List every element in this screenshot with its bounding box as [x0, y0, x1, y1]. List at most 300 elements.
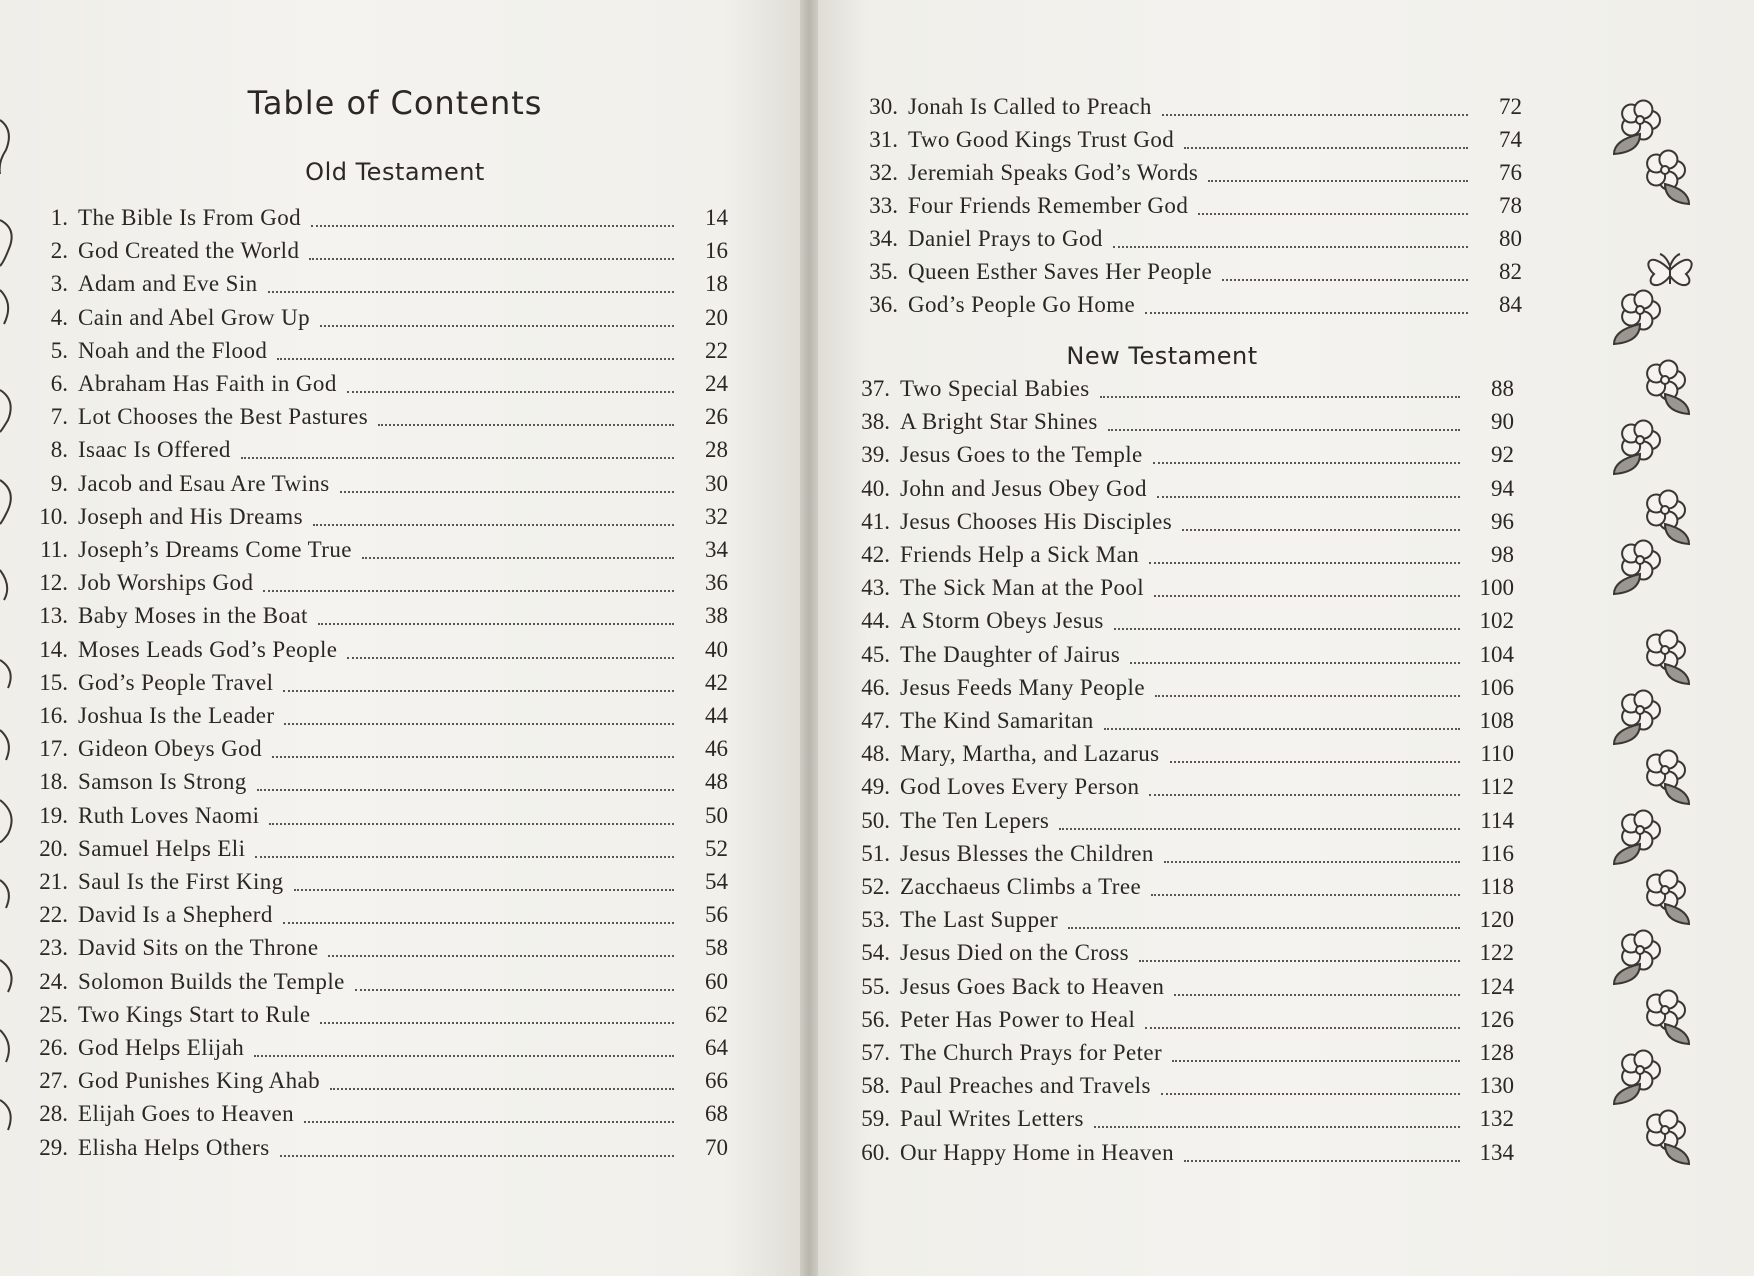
entry-title: Jesus Feeds Many People: [900, 674, 1145, 700]
toc-entry: [18, 1068, 728, 1098]
entry-number: 54.: [861, 940, 890, 966]
dot-leader: [1174, 994, 1460, 996]
entry-number: 32.: [869, 160, 898, 185]
entry-page-number: 116: [1480, 840, 1514, 866]
entry-page-number: 76: [1499, 160, 1522, 185]
entry-title: Daniel Prays to God: [908, 226, 1103, 251]
entry-number: 11.: [40, 537, 68, 562]
toc-entry: [18, 603, 728, 633]
entry-page-number: 128: [1479, 1040, 1514, 1065]
dot-leader: [1198, 213, 1468, 215]
toc-entry: [18, 238, 728, 268]
entry-title: Jesus Died on the Cross: [900, 940, 1129, 966]
entry-title: The Sick Man at the Pool: [900, 575, 1145, 601]
section-heading-new-testament: New Testament: [1066, 342, 1258, 370]
dot-leader: [1184, 147, 1468, 149]
dot-leader: [318, 623, 674, 625]
toc-entry: [848, 292, 1522, 322]
entry-title: A Bright Star Shines: [900, 409, 1098, 435]
entry-page-number: 120: [1479, 907, 1514, 933]
dot-leader: [304, 1121, 674, 1123]
entry-page-number: 48: [705, 769, 728, 795]
entry-title: God Created the World: [78, 238, 300, 264]
dot-leader: [1149, 794, 1460, 796]
entry-page-number: 122: [1479, 940, 1514, 966]
entry-page-number: 114: [1480, 807, 1514, 833]
entry-number: 18.: [39, 769, 68, 795]
entry-title: The Kind Samaritan: [900, 708, 1094, 733]
toc-entry: [840, 741, 1514, 771]
entry-page-number: 104: [1479, 641, 1514, 667]
toc-entry: [840, 1106, 1514, 1136]
entry-number: 60.: [861, 1139, 890, 1165]
entry-page-number: 110: [1480, 741, 1514, 767]
dot-leader: [378, 424, 674, 426]
entry-number: 41.: [861, 508, 890, 534]
entry-number: 5.: [50, 337, 68, 363]
toc-entry: [18, 1135, 728, 1165]
toc-entry: [840, 1140, 1514, 1170]
entry-number: 56.: [861, 1006, 890, 1032]
dot-leader: [309, 258, 674, 260]
toc-entry: [18, 271, 728, 301]
entry-title: The Last Supper: [900, 907, 1059, 933]
dot-leader: [1139, 960, 1460, 962]
toc-entry: [18, 969, 728, 999]
toc-entry: [18, 637, 728, 667]
dot-leader: [1130, 662, 1460, 664]
entry-title: Two Good Kings Trust God: [908, 127, 1175, 152]
entry-page-number: 68: [705, 1101, 728, 1127]
entry-title: Our Happy Home in Heaven: [900, 1139, 1175, 1165]
entry-page-number: 94: [1491, 475, 1514, 501]
dot-leader: [294, 889, 674, 891]
toc-entry: [848, 127, 1522, 157]
toc-entry: [18, 338, 728, 368]
entry-title: Samuel Helps Eli: [78, 835, 246, 861]
entry-page-number: 134: [1479, 1139, 1514, 1165]
toc-entry: [18, 703, 728, 733]
entry-page-number: 96: [1491, 508, 1514, 534]
entry-page-number: 26: [705, 404, 728, 430]
entry-number: 39.: [861, 442, 890, 468]
toc-entry: [840, 542, 1514, 572]
entry-number: 25.: [39, 1001, 68, 1027]
entry-title: God’s People Go Home: [908, 292, 1136, 317]
entry-page-number: 20: [705, 304, 728, 330]
dot-leader: [1113, 246, 1468, 248]
dot-leader: [362, 557, 674, 559]
dot-leader: [1114, 628, 1460, 630]
toc-entry: [18, 437, 728, 467]
entry-number: 47.: [861, 708, 890, 733]
entry-page-number: 44: [705, 703, 728, 728]
toc-entry: [18, 736, 728, 766]
entry-number: 49.: [861, 774, 890, 800]
entry-page-number: 80: [1499, 226, 1522, 251]
entry-title: God Punishes King Ahab: [78, 1068, 321, 1094]
toc-entry: [18, 670, 728, 700]
entry-number: 53.: [861, 907, 890, 933]
entry-number: 45.: [861, 641, 890, 667]
entry-title: Saul Is the First King: [78, 869, 284, 894]
entry-number: 26.: [39, 1035, 68, 1060]
entry-title: Jacob and Esau Are Twins: [78, 470, 330, 496]
entry-title: Solomon Builds the Temple: [78, 968, 345, 994]
entry-title: The Bible Is From God: [78, 205, 302, 230]
dot-leader: [1145, 1027, 1460, 1029]
toc-entry: [840, 675, 1514, 705]
entry-page-number: 92: [1491, 442, 1514, 468]
toc-entry: [848, 193, 1522, 223]
dot-leader: [320, 1022, 674, 1024]
toc-entry: [840, 608, 1514, 638]
toc-entry: [840, 808, 1514, 838]
toc-entry: [840, 575, 1514, 605]
entry-number: 30.: [869, 94, 898, 119]
entry-number: 50.: [861, 807, 890, 833]
entry-title: Zacchaeus Climbs a Tree: [900, 874, 1142, 899]
entry-number: 55.: [861, 973, 890, 999]
entry-number: 19.: [39, 802, 68, 828]
entry-title: Paul Preaches and Travels: [900, 1073, 1151, 1099]
entry-number: 59.: [861, 1106, 890, 1132]
entry-title: Paul Writes Letters: [900, 1106, 1084, 1132]
entry-number: 15.: [39, 669, 68, 695]
dot-leader: [1154, 595, 1460, 597]
dot-leader: [1162, 114, 1468, 116]
entry-number: 22.: [39, 902, 68, 928]
toc-entry: [18, 836, 728, 866]
entry-page-number: 46: [705, 736, 728, 762]
entry-title: Friends Help a Sick Man: [900, 542, 1140, 567]
toc-entry: [840, 409, 1514, 439]
toc-entry: [18, 404, 728, 434]
toc-entry: [840, 509, 1514, 539]
entry-page-number: 130: [1479, 1073, 1514, 1099]
toc-entry: [840, 476, 1514, 506]
toc-entry: [840, 1073, 1514, 1103]
entry-number: 21.: [39, 869, 68, 894]
entry-page-number: 54: [705, 869, 728, 894]
dot-leader: [1155, 695, 1460, 697]
entry-number: 48.: [861, 741, 890, 767]
dot-leader: [328, 955, 674, 957]
entry-title: Jesus Blesses the Children: [900, 840, 1154, 866]
entry-title: Jesus Chooses His Disciples: [900, 508, 1173, 534]
entry-title: God Loves Every Person: [900, 774, 1140, 800]
dot-leader: [1151, 894, 1460, 896]
dot-leader: [1222, 279, 1468, 281]
toc-entry: [18, 935, 728, 965]
entry-number: 35.: [869, 259, 898, 284]
dot-leader: [1161, 1093, 1460, 1095]
dot-leader: [280, 1155, 674, 1157]
entry-title: Moses Leads God’s People: [78, 636, 338, 662]
entry-number: 20.: [39, 835, 68, 861]
entry-title: Cain and Abel Grow Up: [78, 304, 310, 330]
entry-page-number: 72: [1499, 94, 1522, 119]
entry-number: 13.: [39, 603, 68, 629]
toc-entry: [18, 504, 728, 534]
entry-page-number: 58: [705, 935, 728, 961]
entry-page-number: 34: [705, 537, 728, 562]
entry-page-number: 24: [705, 371, 728, 396]
dot-leader: [1172, 1060, 1460, 1062]
toc-entry: [18, 1002, 728, 1032]
entry-page-number: 32: [705, 503, 728, 529]
dot-leader: [1149, 562, 1460, 564]
dot-leader: [1104, 728, 1460, 730]
dot-leader: [1108, 429, 1460, 431]
dot-leader: [277, 358, 674, 360]
entry-page-number: 100: [1479, 575, 1514, 601]
entry-number: 34.: [869, 226, 898, 251]
dot-leader: [241, 457, 674, 459]
entry-number: 52.: [861, 874, 890, 899]
toc-entry: [848, 259, 1522, 289]
dot-leader: [320, 325, 674, 327]
entry-number: 6.: [50, 371, 68, 396]
page-title: Table of Contents: [247, 84, 543, 122]
toc-entry: [840, 642, 1514, 672]
dot-leader: [330, 1088, 674, 1090]
entry-title: Joshua Is the Leader: [78, 703, 275, 728]
entry-title: A Storm Obeys Jesus: [900, 608, 1104, 634]
toc-entry: [848, 160, 1522, 190]
entry-page-number: 90: [1491, 409, 1514, 435]
entry-page-number: 82: [1499, 259, 1522, 284]
entry-title: Joseph’s Dreams Come True: [78, 537, 352, 562]
entry-page-number: 88: [1491, 376, 1514, 401]
entry-title: God Helps Elijah: [78, 1035, 245, 1060]
entry-number: 12.: [39, 570, 68, 596]
toc-entry: [18, 1035, 728, 1065]
entry-title: Jonah Is Called to Preach: [908, 94, 1152, 119]
toc-entry: [18, 537, 728, 567]
dot-leader: [1059, 828, 1460, 830]
entry-page-number: 126: [1479, 1006, 1514, 1032]
dot-leader: [1157, 496, 1460, 498]
entry-title: John and Jesus Obey God: [900, 475, 1147, 501]
entry-title: David Is a Shepherd: [78, 902, 273, 928]
entry-title: Adam and Eve Sin: [78, 271, 258, 297]
entry-title: The Ten Lepers: [900, 807, 1050, 833]
dot-leader: [355, 989, 674, 991]
entry-title: Queen Esther Saves Her People: [908, 259, 1213, 284]
entry-page-number: 40: [705, 636, 728, 662]
toc-entry: [18, 803, 728, 833]
toc-entry: [840, 376, 1514, 406]
entry-title: Four Friends Remember God: [908, 193, 1189, 218]
entry-number: 3.: [50, 271, 68, 297]
entry-title: Jeremiah Speaks God’s Words: [908, 160, 1199, 185]
toc-entry: [18, 570, 728, 600]
entry-page-number: 18: [705, 271, 728, 297]
entry-page-number: 14: [705, 205, 728, 230]
toc-entry: [840, 940, 1514, 970]
toc-entry: [848, 94, 1522, 124]
toc-entry: [18, 305, 728, 335]
entry-number: 14.: [39, 636, 68, 662]
entry-number: 8.: [50, 437, 68, 463]
entry-number: 37.: [861, 376, 890, 401]
entry-page-number: 66: [705, 1068, 728, 1094]
dot-leader: [269, 823, 674, 825]
toc-entry: [840, 1007, 1514, 1037]
entry-title: Jesus Goes to the Temple: [900, 442, 1143, 468]
dot-leader: [254, 1055, 674, 1057]
entry-title: Two Special Babies: [900, 376, 1090, 401]
entry-number: 58.: [861, 1073, 890, 1099]
entry-page-number: 102: [1479, 608, 1514, 634]
entry-title: Lot Chooses the Best Pastures: [78, 404, 369, 430]
entry-number: 16.: [39, 703, 68, 728]
entry-page-number: 84: [1499, 292, 1522, 317]
entry-title: Samson Is Strong: [78, 769, 247, 795]
toc-entry: [848, 226, 1522, 256]
entry-number: 51.: [861, 840, 890, 866]
entry-number: 9.: [50, 470, 68, 496]
entry-page-number: 64: [705, 1035, 728, 1060]
entry-title: Noah and the Flood: [78, 337, 268, 363]
entry-title: The Church Prays for Peter: [900, 1040, 1163, 1065]
entry-title: Baby Moses in the Boat: [78, 603, 308, 629]
dot-leader: [283, 922, 674, 924]
dot-leader: [1153, 462, 1460, 464]
toc-entry: [840, 1040, 1514, 1070]
entry-number: 40.: [861, 475, 890, 501]
dot-leader: [1182, 529, 1460, 531]
entry-page-number: 112: [1480, 774, 1514, 800]
entry-page-number: 16: [705, 238, 728, 264]
dot-leader: [347, 657, 674, 659]
toc-entry: [840, 974, 1514, 1004]
entry-page-number: 132: [1479, 1106, 1514, 1132]
toc-entry: [18, 471, 728, 501]
entry-number: 2.: [50, 238, 68, 264]
entry-number: 28.: [39, 1101, 68, 1127]
dot-leader: [1184, 1160, 1460, 1162]
toc-entry: [18, 371, 728, 401]
entry-number: 29.: [39, 1134, 68, 1160]
toc-entry: [840, 774, 1514, 804]
entry-number: 1.: [50, 205, 68, 230]
entry-number: 46.: [861, 674, 890, 700]
entry-title: Mary, Martha, and Lazarus: [900, 741, 1160, 767]
entry-number: 38.: [861, 409, 890, 435]
entry-number: 4.: [50, 304, 68, 330]
dot-leader: [313, 524, 674, 526]
entry-page-number: 118: [1480, 874, 1514, 899]
entry-number: 23.: [39, 935, 68, 961]
left-flower-border-icon: [0, 100, 22, 1160]
toc-entry: [18, 902, 728, 932]
entry-page-number: 78: [1499, 193, 1522, 218]
dot-leader: [284, 723, 674, 725]
butterfly-icon: [1640, 240, 1700, 300]
entry-page-number: 52: [705, 835, 728, 861]
entry-number: 44.: [861, 608, 890, 634]
dot-leader: [311, 225, 674, 227]
entry-number: 57.: [861, 1040, 890, 1065]
entry-title: The Daughter of Jairus: [900, 641, 1121, 667]
dot-leader: [257, 789, 674, 791]
entry-page-number: 30: [705, 470, 728, 496]
dot-leader: [1170, 761, 1461, 763]
entry-number: 31.: [869, 127, 898, 152]
entry-page-number: 56: [705, 902, 728, 928]
toc-entry: [18, 205, 728, 235]
dot-leader: [255, 856, 674, 858]
dot-leader: [1094, 1126, 1460, 1128]
entry-number: 43.: [861, 575, 890, 601]
entry-number: 36.: [869, 292, 898, 317]
entry-number: 10.: [39, 503, 68, 529]
entry-page-number: 124: [1479, 973, 1514, 999]
toc-entry: [840, 708, 1514, 738]
dot-leader: [1145, 312, 1468, 314]
entry-page-number: 108: [1479, 708, 1514, 733]
toc-entry: [18, 1101, 728, 1131]
entry-number: 24.: [39, 968, 68, 994]
toc-entry: [840, 907, 1514, 937]
section-heading-old-testament: Old Testament: [305, 158, 485, 186]
dot-leader: [1208, 180, 1468, 182]
dot-leader: [263, 590, 674, 592]
entry-number: 27.: [39, 1068, 68, 1094]
entry-title: Abraham Has Faith in God: [78, 371, 337, 396]
entry-page-number: 70: [705, 1134, 728, 1160]
dot-leader: [268, 291, 674, 293]
entry-title: Elisha Helps Others: [78, 1134, 270, 1160]
entry-number: 7.: [50, 404, 68, 430]
entry-title: Isaac Is Offered: [78, 437, 231, 463]
entry-page-number: 98: [1491, 542, 1514, 567]
entry-number: 42.: [861, 542, 890, 567]
entry-title: Jesus Goes Back to Heaven: [900, 973, 1165, 999]
entry-page-number: 106: [1479, 674, 1514, 700]
entry-title: Ruth Loves Naomi: [78, 802, 260, 828]
book-gutter: [800, 0, 818, 1276]
entry-title: David Sits on the Throne: [78, 935, 319, 961]
entry-title: Gideon Obeys God: [78, 736, 262, 762]
entry-title: Elijah Goes to Heaven: [78, 1101, 294, 1127]
entry-title: Peter Has Power to Heal: [900, 1006, 1136, 1032]
entry-page-number: 42: [705, 669, 728, 695]
toc-entry: [18, 769, 728, 799]
entry-page-number: 36: [705, 570, 728, 596]
toc-entry: [840, 874, 1514, 904]
entry-page-number: 74: [1499, 127, 1522, 152]
dot-leader: [1100, 396, 1460, 398]
entry-number: 17.: [39, 736, 68, 762]
dot-leader: [340, 491, 674, 493]
toc-entry: [18, 869, 728, 899]
dot-leader: [283, 690, 674, 692]
entry-page-number: 38: [705, 603, 728, 629]
entry-title: Joseph and His Dreams: [78, 503, 303, 529]
entry-page-number: 62: [705, 1001, 728, 1027]
dot-leader: [1068, 927, 1460, 929]
entry-number: 33.: [869, 193, 898, 218]
entry-page-number: 60: [705, 968, 728, 994]
entry-page-number: 22: [705, 337, 728, 363]
dot-leader: [272, 756, 674, 758]
dot-leader: [347, 391, 674, 393]
toc-entry: [840, 442, 1514, 472]
entry-title: Two Kings Start to Rule: [78, 1001, 311, 1027]
